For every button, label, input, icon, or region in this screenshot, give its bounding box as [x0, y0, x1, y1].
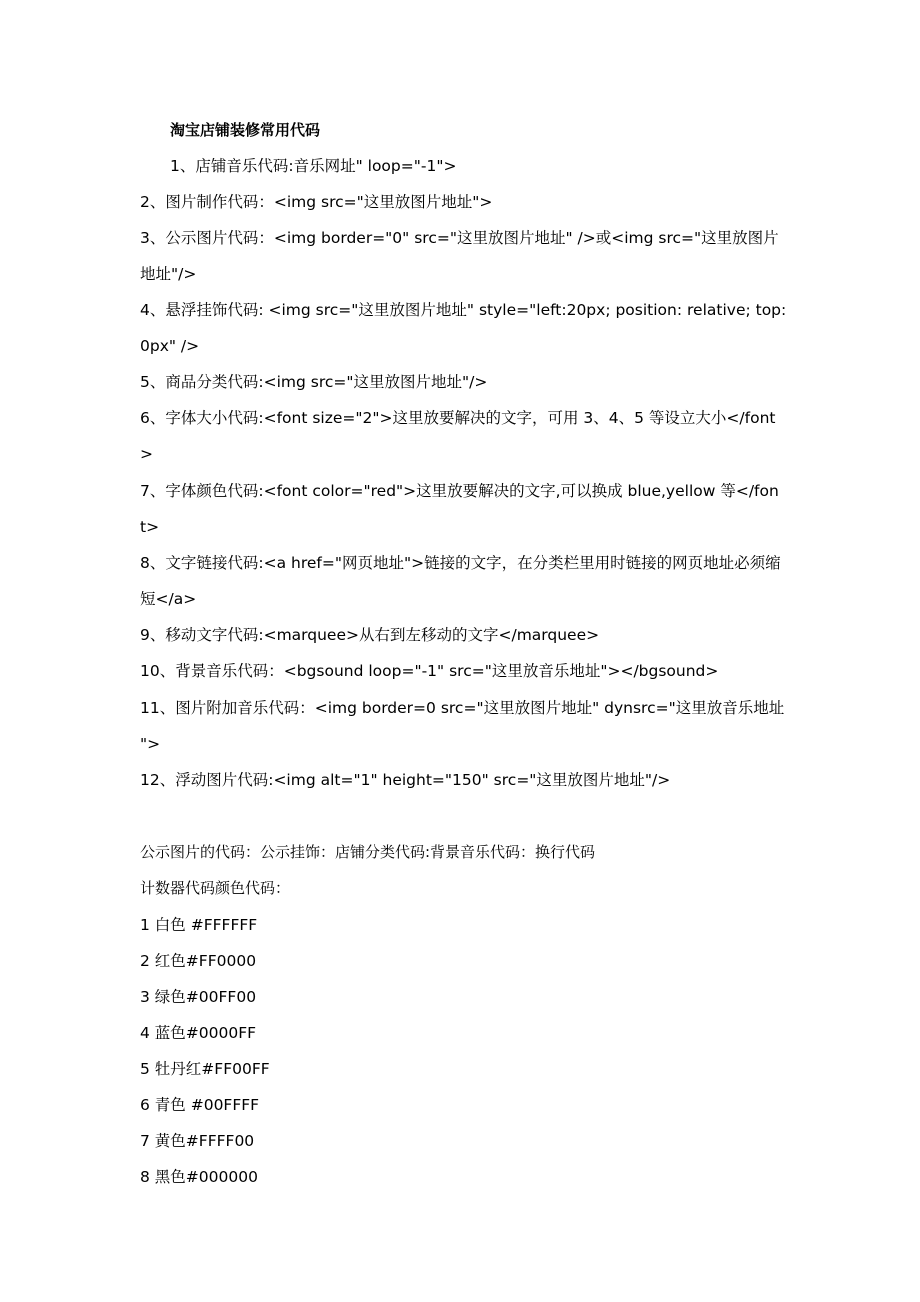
color-item-6: 6 青色 #00FFFF — [140, 1096, 260, 1114]
code-line-4-cont: 0px" /> — [140, 337, 200, 355]
color-item-2: 2 红色#FF0000 — [140, 952, 257, 970]
code-line-12: 12、浮动图片代码:<img alt="1" height="150" src="这里放图片地址"/> — [140, 771, 671, 789]
color-item-5: 5 牡丹红#FF00FF — [140, 1060, 270, 1078]
code-line-5: 5、商品分类代码:<img src="这里放图片地址"/> — [140, 373, 488, 391]
code-line-4: 4、悬浮挂饰代码: <img src="这里放图片地址" style="left:20px; position: relative; top: — [140, 301, 787, 319]
code-line-9: 9、移动文字代码:<marquee>从右到左移动的文字</marquee> — [140, 626, 600, 644]
code-line-8-cont: 短</a> — [140, 590, 197, 608]
color-item-4: 4 蓝色#0000FF — [140, 1024, 257, 1042]
code-line-7-cont: t> — [140, 518, 160, 536]
color-item-1: 1 白色 #FFFFFF — [140, 916, 258, 934]
code-line-7: 7、字体颜色代码:<font color="red">这里放要解决的文字,可以换成 blue,yellow 等</fon — [140, 482, 779, 500]
code-line-2: 2、图片制作代码：<img src="这里放图片地址"> — [140, 193, 493, 211]
section-line: 公示图片的代码：公示挂饰：店铺分类代码:背景音乐代码：换行代码 — [140, 843, 596, 861]
code-line-6-cont: > — [140, 445, 153, 463]
code-line-11: 11、图片附加音乐代码：<img border=0 src="这里放图片地址" dynsrc="这里放音乐地址 — [140, 699, 785, 717]
color-item-3: 3 绿色#00FF00 — [140, 988, 257, 1006]
code-line-3-cont: 地址"/> — [140, 265, 197, 283]
counter-color-heading: 计数器代码颜色代码： — [140, 879, 291, 897]
code-line-3: 3、公示图片代码：<img border="0" src="这里放图片地址" />或<img src="这里放图片 — [140, 229, 779, 247]
code-line-6: 6、字体大小代码:<font size="2">这里放要解决的文字，可用 3、4、5 等设立大小</font — [140, 409, 776, 427]
code-line-11-cont: "> — [140, 735, 161, 753]
document-title: 淘宝店铺装修常用代码 — [170, 121, 321, 139]
color-item-8: 8 黑色#000000 — [140, 1168, 258, 1186]
code-line-10: 10、背景音乐代码：<bgsound loop="-1" src="这里放音乐地址"></bgsound> — [140, 662, 719, 680]
code-line-1: 1、店铺音乐代码:音乐网址" loop="-1"> — [170, 157, 457, 175]
color-item-7: 7 黄色#FFFF00 — [140, 1132, 255, 1150]
code-line-8: 8、文字链接代码:<a href="网页地址">链接的文字，在分类栏里用时链接的网页地址必须缩 — [140, 554, 781, 572]
